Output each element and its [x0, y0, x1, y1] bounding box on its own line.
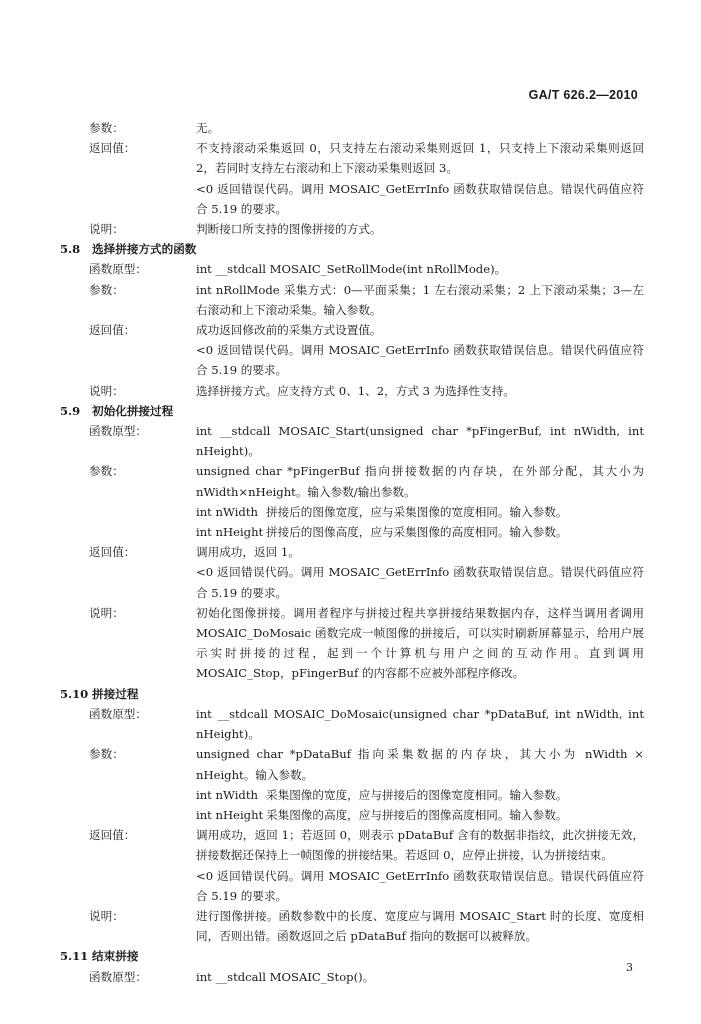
- return-block: [60, 825, 645, 906]
- section-title: 初始化拼接过程: [92, 403, 174, 418]
- prototype-block: [60, 967, 645, 987]
- param-desc: 拼接后的图像高度，应与采集图像的高度相同。输入参数。: [266, 525, 568, 540]
- field-value: [196, 825, 644, 906]
- text-line: int __stdcall MOSAIC_SetRollMode(int nRollMode)。: [196, 262, 507, 277]
- param-entry: [196, 805, 644, 825]
- text-line: 判断接口所支持的图像拼接的方式。: [196, 222, 382, 237]
- text-line: 进行图像拼接。函数参数中的长度、宽度应与调用 MOSAIC_Start 时的长度、宽度相同，否则出错。函数返回之后 pDataBuf 指向的数据可以被释放。: [196, 908, 644, 944]
- text-line: <0 返回错误代码。调用 MOSAIC_GetErrInfo 函数获取错误信息。错误代码值应符合 5.19 的要求。: [196, 565, 644, 600]
- text-line: int nRollMode 采集方式：0—平面采集；1 左右滚动采集；2 上下滚动采集；3—左右滚动和上下滚动采集。输入参数。: [196, 282, 644, 317]
- text-line: int __stdcall MOSAIC_Start(unsigned char *pFingerBuf, int nWidth, int nHeight)。: [196, 424, 644, 459]
- field-value: [196, 704, 644, 744]
- field-label: 参数：: [89, 747, 124, 762]
- param-entry: [196, 522, 644, 542]
- text-line: unsigned char *pFingerBuf 指向拼接数据的内存块，在外部分配，其大小为 nWidth×nHeight。输入参数/输出参数。: [196, 464, 644, 499]
- section-heading: [60, 401, 645, 421]
- text-line: 调用成功，返回 1；若返回 0，则表示 pDataBuf 含有的数据非指纹，此次拼接无效，拼接数据还保持上一帧图像的拼接结果。若返回 0，应停止拼接，认为拼接结束。: [196, 828, 644, 863]
- field-label: 参数：: [89, 121, 124, 135]
- field-value: [196, 603, 644, 684]
- param-block: [60, 744, 645, 825]
- text-line: 不支持滚动采集返回 0，只支持左右滚动采集则返回 1，只支持上下滚动采集则返回 2，若同时支持左右滚动和上下滚动采集则返回 3。: [196, 141, 644, 176]
- field-label: 说明：: [89, 383, 124, 398]
- field-label: 说明：: [89, 908, 124, 923]
- field-value: [196, 542, 644, 603]
- document-body: [60, 118, 645, 987]
- text-line: int __stdcall MOSAIC_DoMosaic(unsigned char *pDataBuf, int nWidth, int nHeight)。: [196, 706, 644, 742]
- text-line: 选择拼接方式。应支持方式 0、1、2，方式 3 为选择性支持。: [196, 383, 515, 398]
- field-label: 返回值：: [89, 828, 136, 843]
- return-block: [60, 542, 645, 603]
- text-line: <0 返回错误代码。调用 MOSAIC_GetErrInfo 函数获取错误信息。错误代码值应符合 5.19 的要求。: [196, 343, 644, 378]
- field-value: [196, 381, 644, 401]
- field-label: 返回值：: [89, 141, 136, 156]
- section-number: 5.10: [60, 686, 89, 701]
- text-line: 调用成功，返回 1。: [196, 545, 300, 560]
- field-label: 返回值：: [89, 323, 136, 338]
- param-name: int nHeight: [196, 807, 264, 822]
- field-value: [196, 967, 644, 987]
- param-block: [60, 118, 645, 138]
- field-label: 函数原型：: [89, 424, 147, 439]
- return-block: [60, 138, 645, 219]
- field-value: [196, 744, 644, 825]
- param-block: [60, 461, 645, 542]
- field-label: 说明：: [89, 605, 124, 620]
- field-value: [196, 219, 644, 239]
- note-block: [60, 603, 645, 684]
- text-line: unsigned char *pDataBuf 指向采集数据的内存块，其大小为 nWidth × nHeight。输入参数。: [196, 747, 644, 782]
- prototype-block: [60, 421, 645, 461]
- section-heading: [60, 946, 645, 966]
- standard-code: GA/T 626.2—2010: [528, 88, 638, 102]
- param-entry: [196, 502, 644, 522]
- field-label: 函数原型：: [89, 969, 147, 984]
- section-title: 拼接过程: [92, 686, 139, 701]
- text-line: <0 返回错误代码。调用 MOSAIC_GetErrInfo 函数获取错误信息。错误代码值应符合 5.19 的要求。: [196, 868, 644, 903]
- field-value: [196, 906, 644, 946]
- field-label: 返回值：: [89, 545, 136, 560]
- field-label: 参数：: [89, 282, 124, 297]
- field-label: 说明：: [89, 222, 124, 237]
- note-block: [60, 906, 645, 946]
- section-heading: [60, 239, 645, 259]
- section-number: 5.11: [60, 949, 89, 964]
- text-line: 无。: [196, 121, 220, 135]
- section-title: 选择拼接方式的函数: [92, 242, 197, 257]
- field-label: 函数原型：: [89, 262, 147, 277]
- field-value: [196, 118, 644, 138]
- param-name: int nWidth: [196, 504, 258, 519]
- field-label: 参数：: [89, 464, 124, 479]
- param-desc: 采集图像的宽度，应与拼接后的图像宽度相同。输入参数。: [266, 787, 568, 802]
- return-block: [60, 320, 645, 381]
- note-block: [60, 219, 645, 239]
- field-value: [196, 138, 644, 219]
- param-block: [60, 280, 645, 320]
- field-value: [196, 461, 644, 542]
- field-value: [196, 280, 644, 320]
- section-heading: [60, 684, 645, 704]
- field-value: [196, 421, 644, 461]
- param-name: int nHeight: [196, 525, 264, 540]
- field-value: [196, 259, 644, 279]
- param-entry: [196, 785, 644, 805]
- param-desc: 采集图像的高度，应与拼接后的图像高度相同。输入参数。: [266, 807, 568, 822]
- field-value: [196, 320, 644, 381]
- param-desc: 拼接后的图像宽度，应与采集图像的宽度相同。输入参数。: [266, 504, 568, 519]
- text-line: int __stdcall MOSAIC_Stop()。: [196, 969, 375, 984]
- section-number: 5.8: [60, 242, 81, 257]
- prototype-block: [60, 704, 645, 744]
- text-line: <0 返回错误代码。调用 MOSAIC_GetErrInfo 函数获取错误信息。错误代码值应符合 5.19 的要求。: [196, 181, 644, 216]
- prototype-block: [60, 259, 645, 279]
- note-block: [60, 381, 645, 401]
- text-line: 初始化图像拼接。调用者程序与拼接过程共享拼接结果数据内存，这样当调用者调用 MOSAIC_DoMosaic 函数完成一帧图像的拼接后，可以实时刷新屏幕显示，给用户展示实时拼接的过程，起到一个计算机与用户之间的互动作用。直到调用 MOSAIC_Stop，pFingerBuf 的内容都不应被外部程序修改。: [196, 605, 644, 681]
- section-number: 5.9: [60, 403, 81, 418]
- section-title: 结束拼接: [92, 949, 139, 964]
- field-label: 函数原型：: [89, 706, 147, 721]
- page-number: 3: [626, 961, 633, 974]
- param-name: int nWidth: [196, 787, 258, 802]
- text-line: 成功返回修改前的采集方式设置值。: [196, 323, 382, 338]
